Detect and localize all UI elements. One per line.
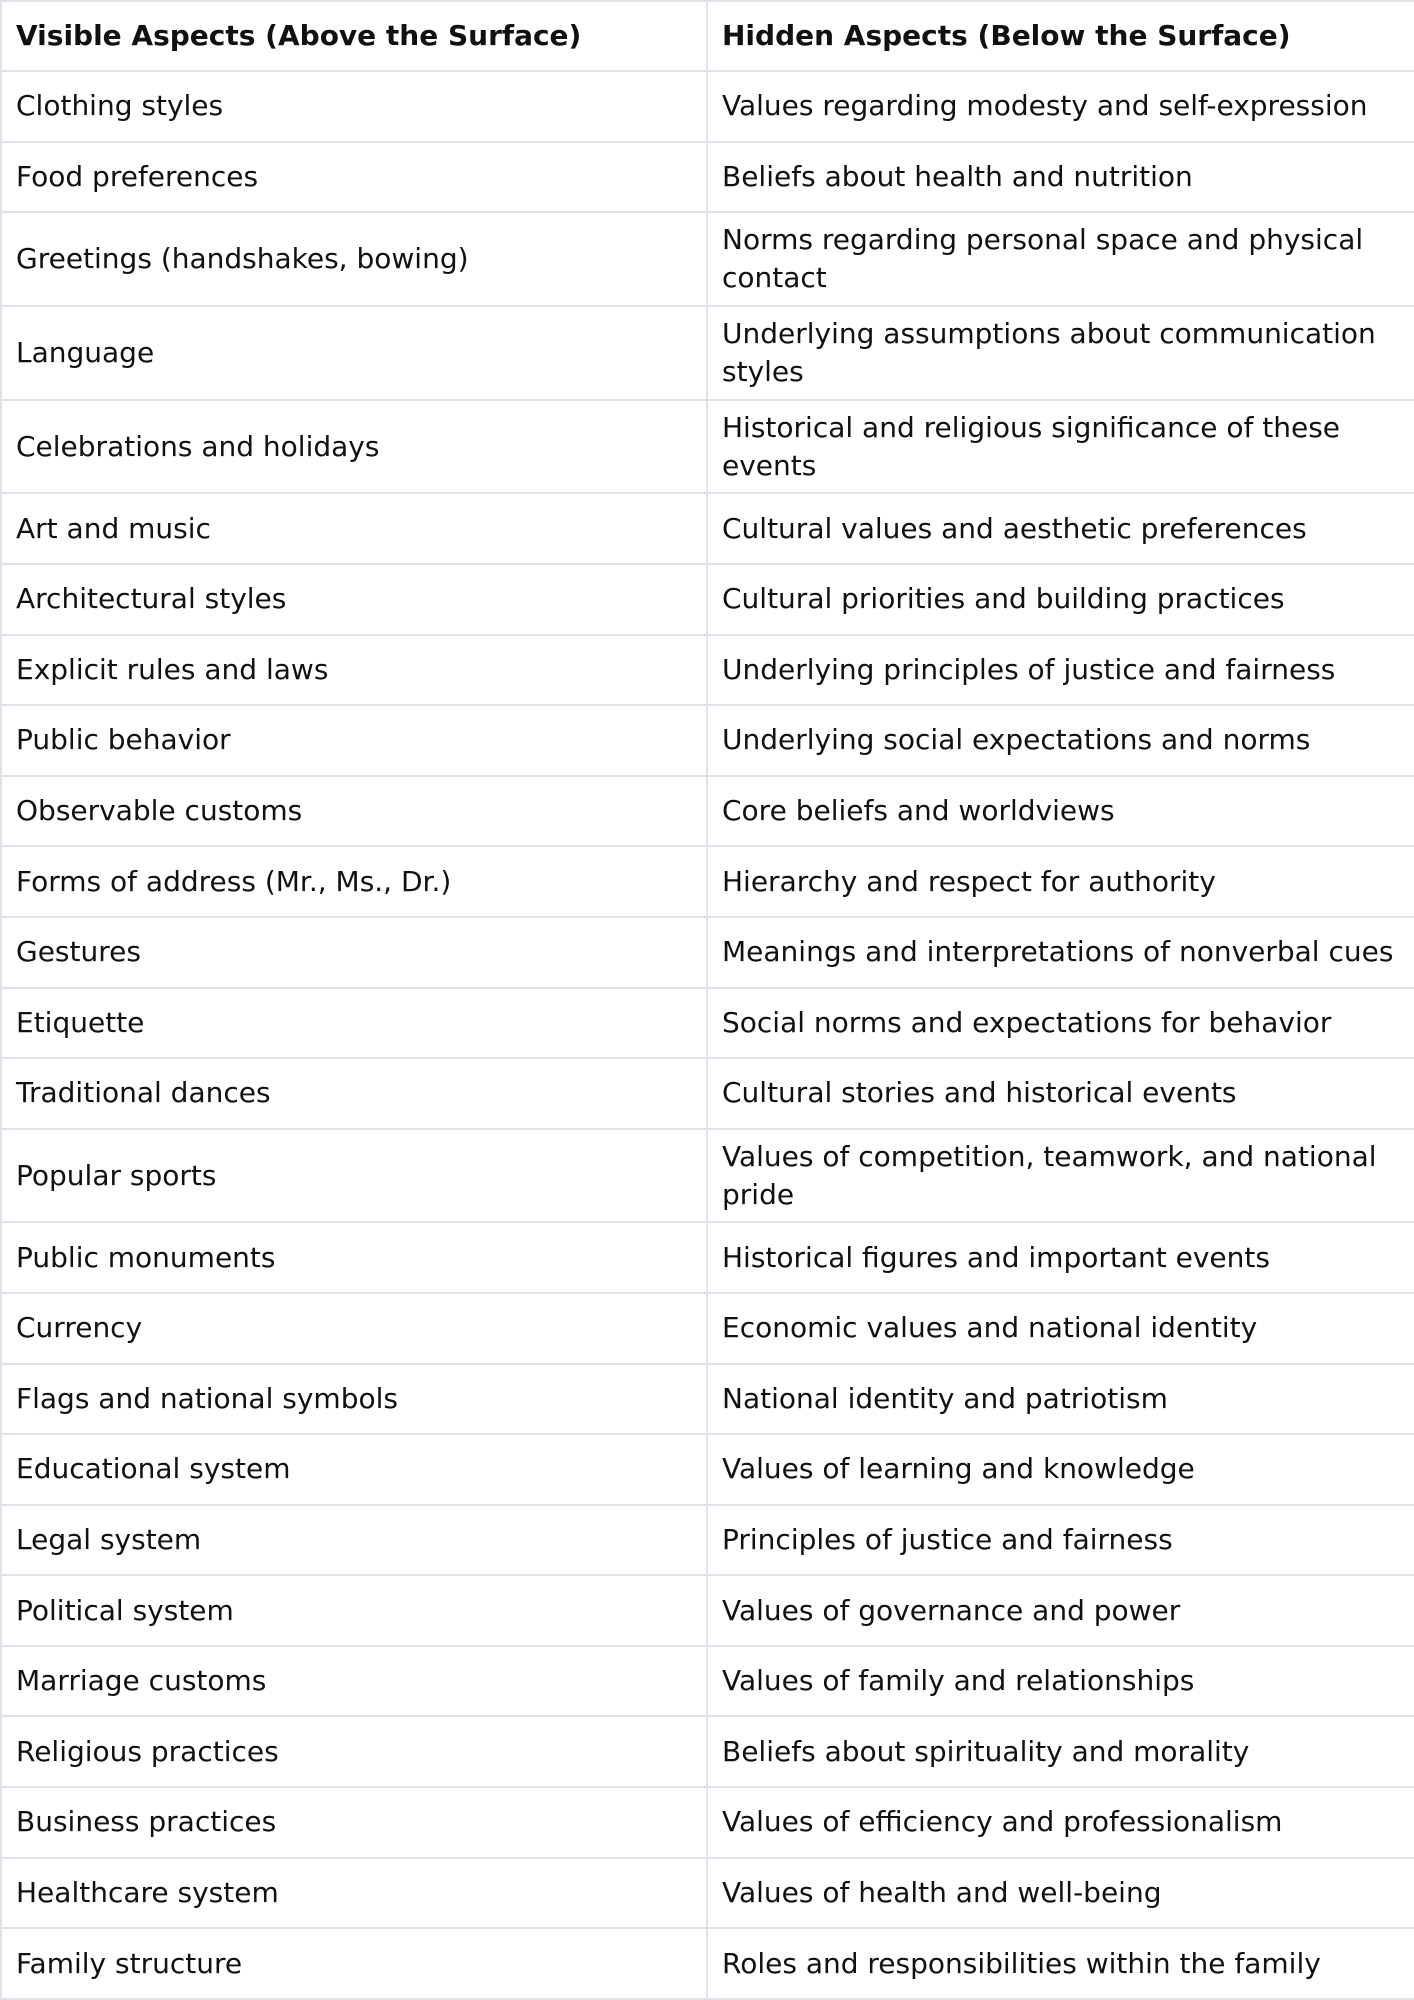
visible-aspect-cell: Greetings (handshakes, bowing) (1, 212, 707, 306)
hidden-aspect-cell: Values of governance and power (707, 1575, 1414, 1646)
hidden-aspect-cell: Values of learning and knowledge (707, 1434, 1414, 1505)
header-hidden-aspects: Hidden Aspects (Below the Surface) (707, 1, 1414, 71)
table-row (1, 212, 1414, 306)
visible-aspect-cell: Legal system (1, 1505, 707, 1576)
visible-aspect-cell: Family structure (1, 1928, 707, 1999)
visible-aspect-cell: Food preferences (1, 142, 707, 213)
visible-aspect-cell: Language (1, 306, 707, 400)
table-row (1, 400, 1414, 494)
table-row (1, 1364, 1414, 1435)
visible-aspect-cell: Public monuments (1, 1222, 707, 1293)
table-row (1, 1222, 1414, 1293)
table-row (1, 306, 1414, 400)
visible-aspect-cell: Gestures (1, 917, 707, 988)
table-row (1, 1575, 1414, 1646)
table-row (1, 564, 1414, 635)
hidden-aspect-cell: Underlying assumptions about communication styles (707, 306, 1414, 400)
visible-aspect-cell: Flags and national symbols (1, 1364, 707, 1435)
visible-aspect-cell: Popular sports (1, 1129, 707, 1223)
visible-aspect-cell: Art and music (1, 493, 707, 564)
table-row (1, 1129, 1414, 1223)
hidden-aspect-cell: Meanings and interpretations of nonverbal cues (707, 917, 1414, 988)
table-row (1, 1293, 1414, 1364)
table-row (1, 635, 1414, 706)
hidden-aspect-cell: Hierarchy and respect for authority (707, 846, 1414, 917)
visible-aspect-cell: Architectural styles (1, 564, 707, 635)
table-row (1, 1787, 1414, 1858)
hidden-aspect-cell: Norms regarding personal space and physical contact (707, 212, 1414, 306)
visible-aspect-cell: Marriage customs (1, 1646, 707, 1717)
hidden-aspect-cell: Values of competition, teamwork, and national pride (707, 1129, 1414, 1223)
table-row (1, 1434, 1414, 1505)
visible-aspect-cell: Clothing styles (1, 71, 707, 142)
table-row (1, 917, 1414, 988)
table-row (1, 1716, 1414, 1787)
table-header-row (1, 1, 1414, 71)
hidden-aspect-cell: Cultural priorities and building practices (707, 564, 1414, 635)
table-row (1, 493, 1414, 564)
table-row (1, 776, 1414, 847)
table-row (1, 1646, 1414, 1717)
hidden-aspect-cell: Social norms and expectations for behavior (707, 988, 1414, 1059)
hidden-aspect-cell: Historical and religious significance of these events (707, 400, 1414, 494)
table-row (1, 988, 1414, 1059)
hidden-aspect-cell: Core beliefs and worldviews (707, 776, 1414, 847)
hidden-aspect-cell: Values of family and relationships (707, 1646, 1414, 1717)
visible-aspect-cell: Religious practices (1, 1716, 707, 1787)
table-row (1, 846, 1414, 917)
table-row (1, 142, 1414, 213)
visible-aspect-cell: Observable customs (1, 776, 707, 847)
table-row (1, 1505, 1414, 1576)
hidden-aspect-cell: Underlying principles of justice and fairness (707, 635, 1414, 706)
visible-aspect-cell: Political system (1, 1575, 707, 1646)
hidden-aspect-cell: Values regarding modesty and self-expression (707, 71, 1414, 142)
visible-aspect-cell: Business practices (1, 1787, 707, 1858)
table-row (1, 1858, 1414, 1929)
visible-aspect-cell: Educational system (1, 1434, 707, 1505)
hidden-aspect-cell: Cultural stories and historical events (707, 1058, 1414, 1129)
hidden-aspect-cell: National identity and patriotism (707, 1364, 1414, 1435)
hidden-aspect-cell: Cultural values and aesthetic preferences (707, 493, 1414, 564)
visible-aspect-cell: Etiquette (1, 988, 707, 1059)
hidden-aspect-cell: Beliefs about health and nutrition (707, 142, 1414, 213)
hidden-aspect-cell: Principles of justice and fairness (707, 1505, 1414, 1576)
hidden-aspect-cell: Economic values and national identity (707, 1293, 1414, 1364)
hidden-aspect-cell: Values of health and well-being (707, 1858, 1414, 1929)
visible-aspect-cell: Currency (1, 1293, 707, 1364)
visible-aspect-cell: Forms of address (Mr., Ms., Dr.) (1, 846, 707, 917)
visible-aspect-cell: Explicit rules and laws (1, 635, 707, 706)
visible-aspect-cell: Healthcare system (1, 1858, 707, 1929)
table-row (1, 1928, 1414, 1999)
table-row (1, 71, 1414, 142)
table-row (1, 1058, 1414, 1129)
visible-aspect-cell: Public behavior (1, 705, 707, 776)
table-row (1, 705, 1414, 776)
visible-aspect-cell: Celebrations and holidays (1, 400, 707, 494)
hidden-aspect-cell: Beliefs about spirituality and morality (707, 1716, 1414, 1787)
header-visible-aspects: Visible Aspects (Above the Surface) (1, 1, 707, 71)
hidden-aspect-cell: Historical figures and important events (707, 1222, 1414, 1293)
hidden-aspect-cell: Roles and responsibilities within the family (707, 1928, 1414, 1999)
hidden-aspect-cell: Values of efficiency and professionalism (707, 1787, 1414, 1858)
visible-aspect-cell: Traditional dances (1, 1058, 707, 1129)
hidden-aspect-cell: Underlying social expectations and norms (707, 705, 1414, 776)
